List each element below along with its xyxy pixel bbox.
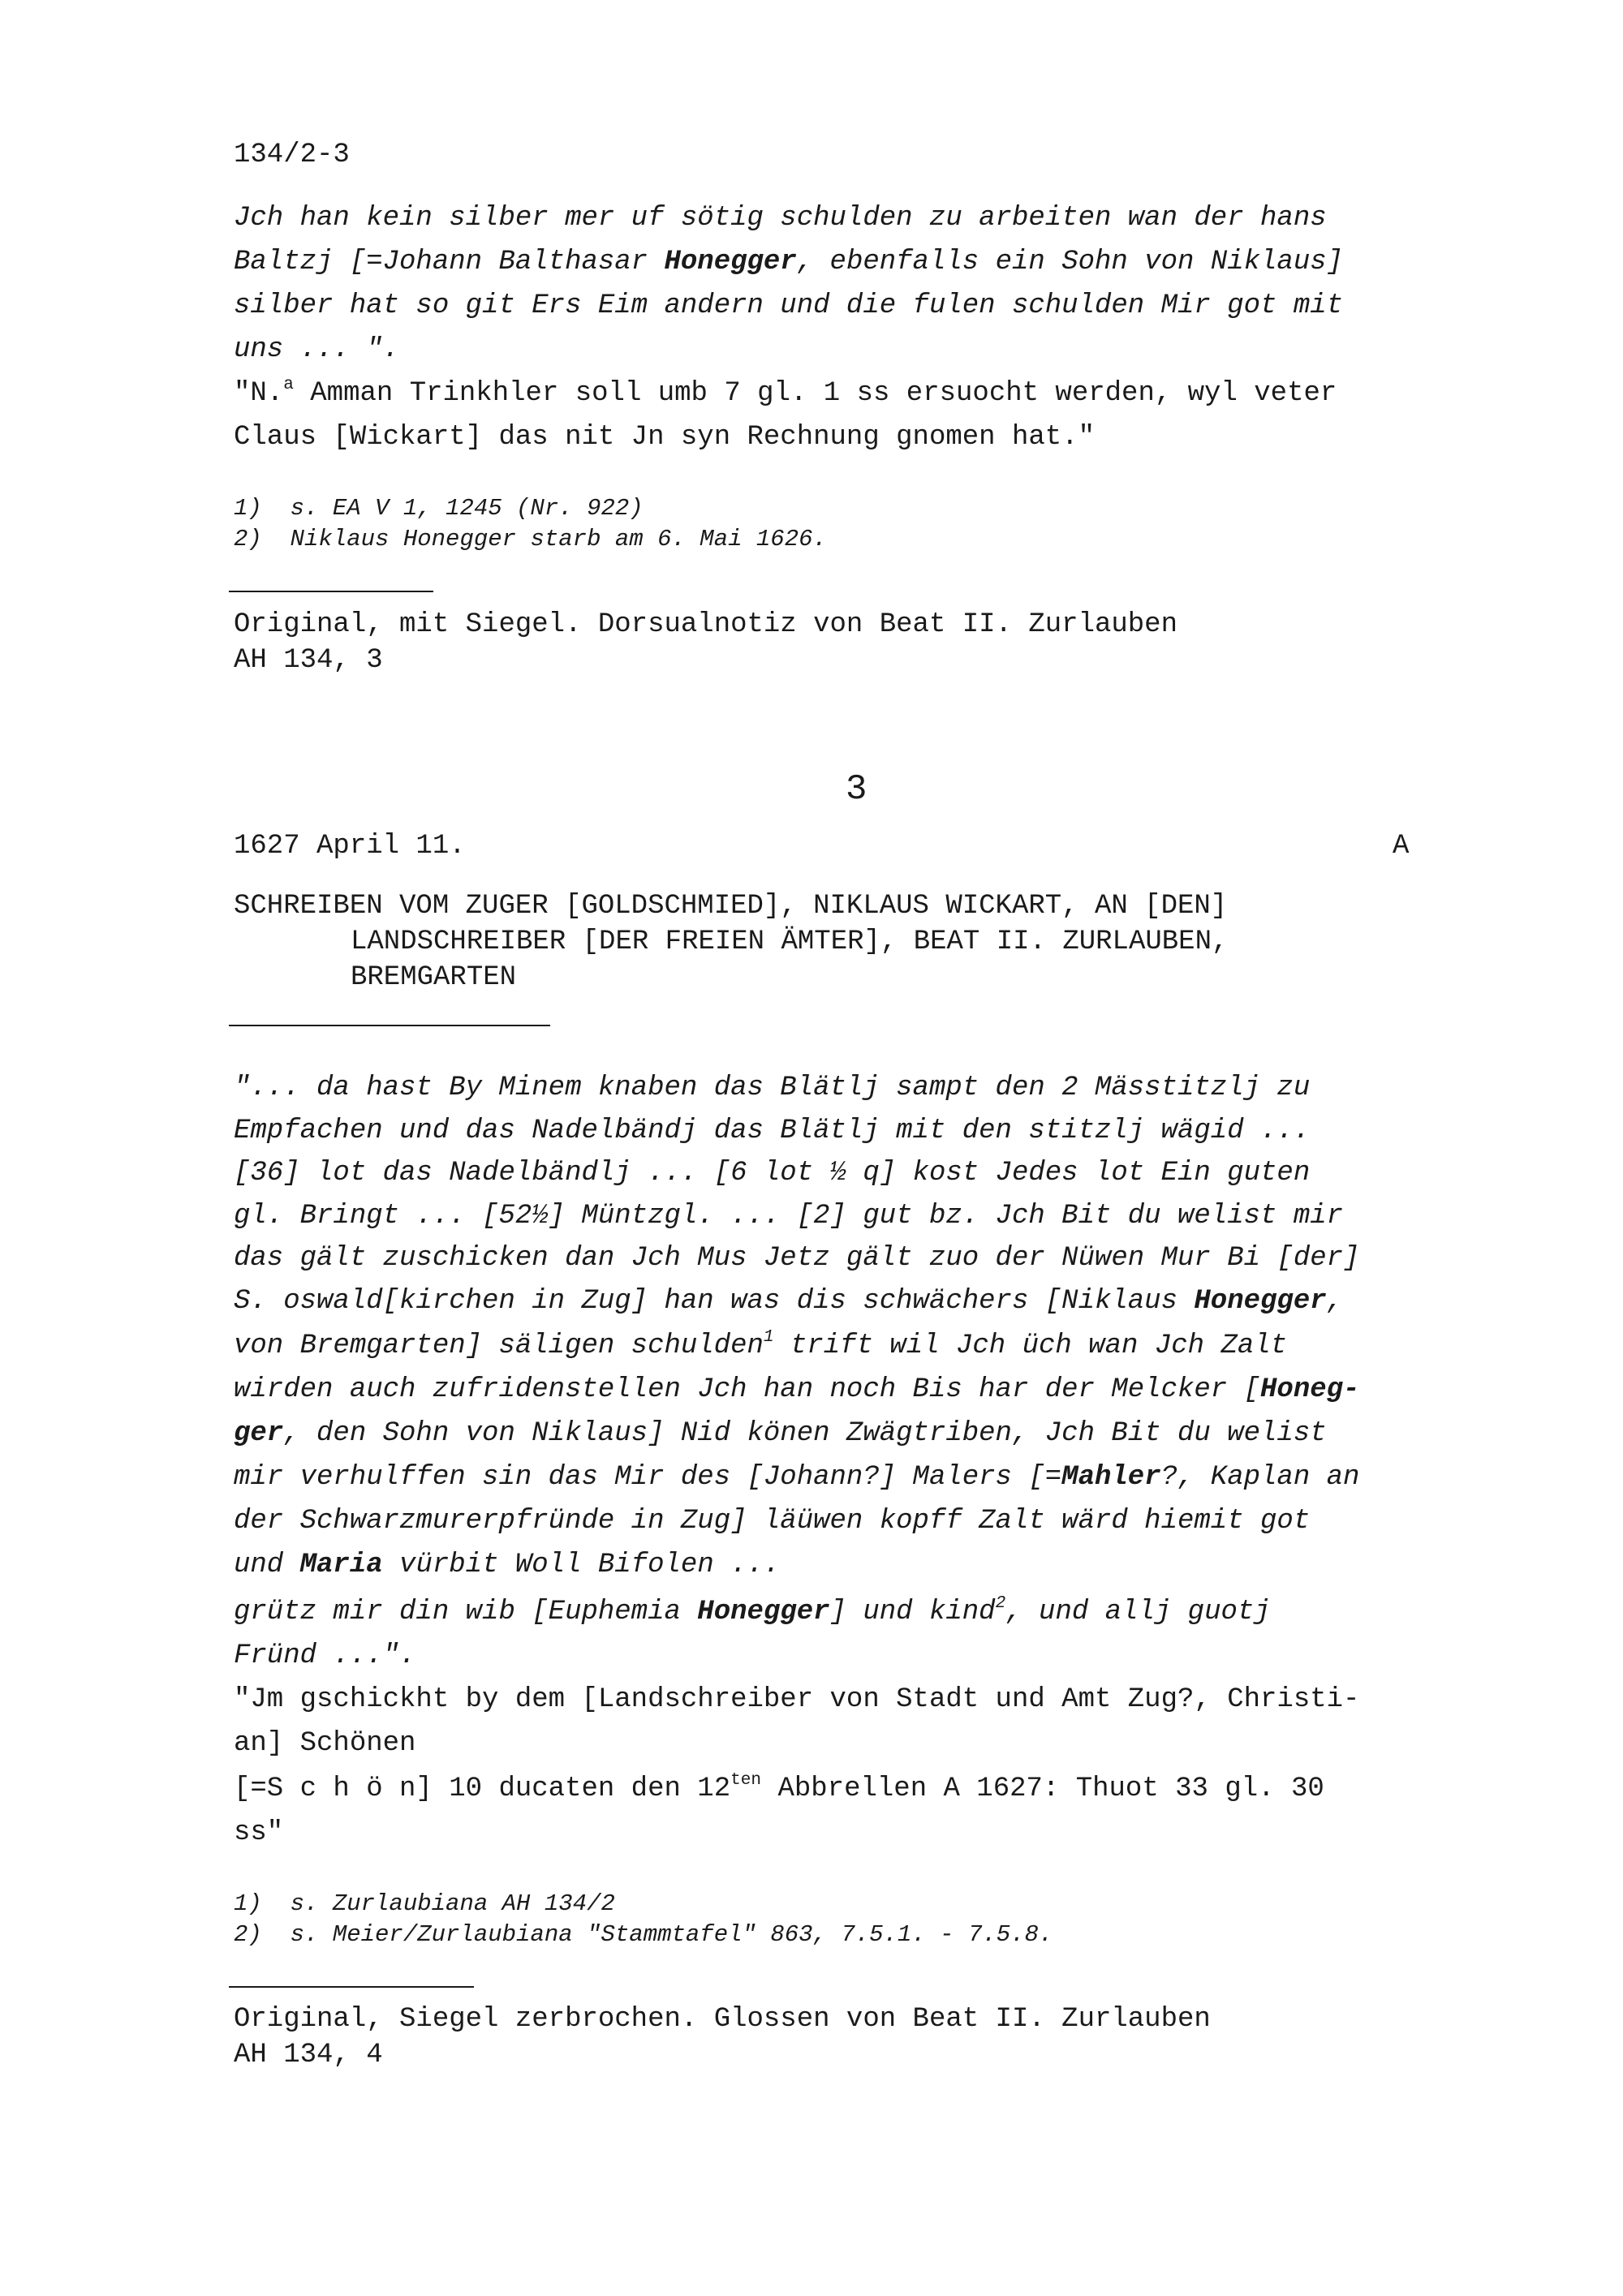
footnote-ref: 2 [995,1593,1006,1613]
quote-text: von Bremgarten] säligen schulden [234,1331,764,1361]
top-quote-line-1 [234,203,1327,234]
main-quote-line-10 [234,1462,1359,1493]
person-name: ger [234,1418,284,1449]
superscript: ten [730,1769,762,1790]
main-quote-line-6 [234,1286,1343,1317]
footnote-1: 1) s. EA V 1, 1245 (Nr. 922) [234,495,644,522]
main-quote-line-1: "... da hast By Minem knaben das Blätlj sampt den 2 Mässtitzlj zu [234,1073,1311,1103]
person-name: Maria [299,1550,383,1580]
quote-text: trift wil Jch üch wan Jch Zalt [773,1331,1288,1361]
quote-text: S. oswald[kirchen in Zug] han was dis schwächers [Niklaus [234,1286,1195,1317]
top-quote-line-2 [234,247,1343,277]
main-plain-line-1: "Jm gschickht by dem [Landschreiber von Stadt und Amt Zug?, Christi- [234,1684,1360,1715]
quote-text: , den Sohn von Niklaus] Nid könen Zwägtriben, Jch Bit du welist [283,1418,1327,1449]
regest-line-1: SCHREIBEN VOM ZUGER [GOLDSCHMIED], NIKLAUS WICKART, AN [DEN] [234,891,1228,922]
person-name: Honegger [697,1597,830,1627]
footnote-1: 1) s. Zurlaubiana AH 134/2 [234,1890,615,1917]
quote-text: mir verhulffen sin das Mir des [Johann?] Malers [= [234,1462,1062,1493]
document-date: 1627 April 11. [234,831,466,862]
top-plain-line-1 [234,374,1337,409]
main-plain-line-2: an] Schönen [234,1728,416,1759]
footnote-2: 2) Niklaus Honegger starb am 6. Mai 1626. [234,526,827,553]
regest-divider [229,1025,550,1026]
person-name: Honeg- [1260,1374,1360,1405]
top-quote-line-3 [234,290,1343,321]
plain-text: Abbrellen A 1627: Thuot 33 gl. 30 [761,1774,1324,1804]
main-quote-line-12 [234,1550,780,1580]
main-quote-line-5: das gält zuschicken dan Jch Mus Jetz gält zuo der Nüwen Mur Bi [der] [234,1243,1360,1274]
main-plain-line-4: ss" [234,1817,284,1848]
document-number: 3 [846,769,867,810]
quote-text: Baltzj [=Johann Balthasar [234,247,665,277]
main-quote-line-2: Empfachen und das Nadelbändj das Blätlj mit den stitzlj wägid ... [234,1116,1311,1146]
main-plain-line-3 [234,1769,1324,1804]
main-quote-line-3: [36] lot das Nadelbändlj ... [6 lot ½ q] kost Jedes lot Ein guten [234,1158,1311,1189]
regest-line-2: LANDSCHREIBER [DER FREIEN ÄMTER], BEAT II. ZURLAUBEN, [351,927,1229,957]
top-source-line-2: AH 134, 3 [234,645,383,676]
quote-text: ?, Kaplan an [1160,1462,1360,1493]
main-quote-line-13 [234,1593,1271,1627]
main-quote-line-11: der Schwarzmurerpfründe in Zug] läüwen kopff Zalt wärd hiemit got [234,1506,1311,1537]
main-quote-line-7 [234,1326,1288,1361]
source-divider [229,591,433,592]
quote-text: , und allj guotj [1005,1597,1271,1627]
quote-text: silber hat so git Ers Eim andern und die fulen schulden Mir got mit [234,290,1344,321]
main-quote-line-4: gl. Bringt ... [52½] Müntzgl. ... [2] gut bz. Jch Bit du welist mir [234,1201,1344,1232]
quote-text: Jch han kein silber mer uf sötig schulden zu arbeiten wan der hans [234,203,1327,234]
quote-text: , [1326,1286,1344,1317]
main-quote-line-9 [234,1418,1327,1449]
footnote-ref: 1 [763,1326,774,1347]
quote-text: ] und kind [829,1597,996,1627]
person-name: Honegger [664,247,797,277]
plain-text: Amman Trinkhler soll umb 7 gl. 1 ss ersuocht werden, wyl veter [293,378,1337,409]
plain-text: [=S c h ö n] 10 ducaten den 12 [234,1774,731,1804]
bottom-source-line-1: Original, Siegel zerbrochen. Glossen von Beat II. Zurlauben [234,2004,1211,2035]
quote-text: vürbit Woll Bifolen ... [382,1550,781,1580]
person-name: Mahler [1061,1462,1161,1493]
bottom-source-line-2: AH 134, 4 [234,2040,383,2070]
top-plain-line-2: Claus [Wickart] das nit Jn syn Rechnung gnomen hat." [234,422,1095,453]
quote-text: und [234,1550,300,1580]
footnote-2: 2) s. Meier/Zurlaubiana "Stammtafel" 863, 7.5.1. - 7.5.8. [234,1921,1053,1948]
plain-text: "N. [234,378,284,409]
superscript: a [283,374,294,394]
regest-line-3: BREMGARTEN [351,962,517,993]
top-quote-line-4 [234,334,399,365]
main-quote-line-14: Fründ ...". [234,1640,416,1671]
quote-text: uns ... ". [234,334,400,365]
top-source-line-1: Original, mit Siegel. Dorsualnotiz von Beat II. Zurlauben [234,609,1177,640]
main-quote-line-8 [234,1374,1359,1405]
document-mark: A [1393,831,1410,862]
quote-text: wirden auch zufridenstellen Jch han noch Bis har der Melcker [ [234,1374,1261,1405]
quote-text: grütz mir din wib [Euphemia [234,1597,698,1627]
source-divider [229,1986,474,1988]
page-reference: 134/2-3 [234,140,350,170]
quote-text: , ebenfalls ein Sohn von Niklaus] [796,247,1344,277]
person-name: Honegger [1194,1286,1327,1317]
